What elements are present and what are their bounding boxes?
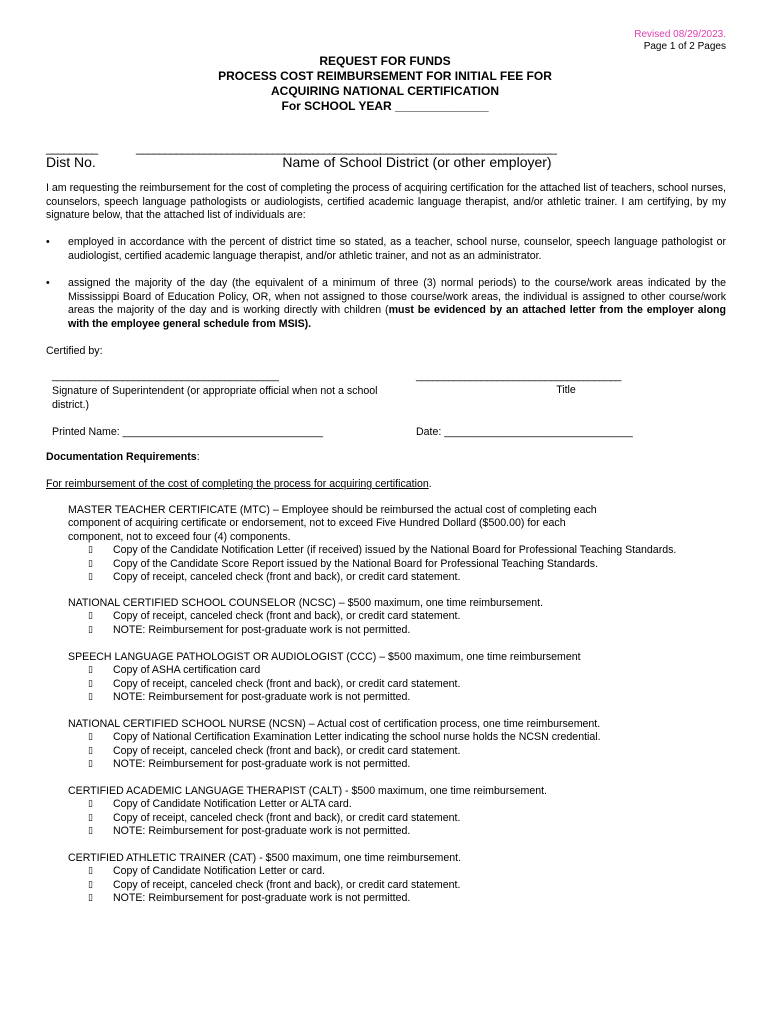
- checkbox-icon: ▯: [88, 624, 93, 635]
- section-mtc: [68, 504, 728, 584]
- checkbox-icon: ▯: [88, 558, 93, 569]
- revised-date: Revised 08/29/2023.: [634, 29, 726, 40]
- section-heading: NATIONAL CERTIFIED SCHOOL NURSE (NCSN) – Actual cost of certification process, one time reimbursement.: [68, 718, 601, 730]
- date-field[interactable]: Date: ________________________________: [416, 426, 633, 438]
- district-number-label: Dist No.: [46, 154, 96, 170]
- title-line-3: ACQUIRING NATIONAL CERTIFICATION: [271, 84, 499, 98]
- list-item: [46, 236, 726, 263]
- section-heading: CERTIFIED ACADEMIC LANGUAGE THERAPIST (CALT) - $500 maximum, one time reimbursement.: [68, 785, 547, 797]
- bullet-icon: •: [46, 236, 50, 248]
- item-text: Copy of receipt, canceled check (front and back), or credit card statement.: [113, 571, 461, 584]
- reimbursement-heading: [46, 478, 432, 490]
- section-calt: [68, 785, 728, 839]
- reimbursement-heading-text: For reimbursement of the cost of completing the process for acquiring certification: [46, 478, 429, 490]
- list-item: [68, 879, 728, 892]
- documentation-heading: [46, 451, 200, 463]
- list-item: [68, 745, 728, 758]
- employer-name-label: Name of School District (or other employer): [282, 154, 552, 170]
- title-label: Title: [556, 384, 576, 396]
- item-text: Copy of National Certification Examination Letter indicating the school nurse holds the NCSN credential.: [113, 731, 601, 744]
- reimbursement-heading-period: .: [428, 478, 432, 490]
- item-text: NOTE: Reimbursement for post-graduate work is not permitted.: [113, 892, 411, 905]
- list-item: [68, 558, 728, 571]
- item-text: Copy of receipt, canceled check (front and back), or credit card statement.: [113, 610, 461, 623]
- list-item: [68, 544, 728, 557]
- school-year-field[interactable]: For SCHOOL YEAR ______________: [281, 99, 489, 113]
- item-text: Copy of Candidate Notification Letter or card.: [113, 865, 325, 878]
- checkbox-icon: ▯: [88, 732, 93, 743]
- documentation-heading-colon: :: [196, 451, 200, 463]
- bullet-text-bold: must be evidenced by an attached letter from the employer along with the employee general schedule from MSIS).: [68, 304, 726, 330]
- list-item: [68, 892, 728, 905]
- document-title: [0, 54, 770, 114]
- title-field[interactable]: ______________________________________: [416, 370, 621, 382]
- checkbox-icon: ▯: [88, 665, 93, 676]
- section-heading: CERTIFIED ATHLETIC TRAINER (CAT) - $500 maximum, one time reimbursement.: [68, 852, 462, 864]
- checkbox-icon: ▯: [88, 572, 93, 583]
- list-item: [68, 624, 728, 637]
- certified-by-label: Certified by:: [46, 345, 103, 357]
- item-text: Copy of receipt, canceled check (front and back), or credit card statement.: [113, 677, 461, 690]
- section-heading: NATIONAL CERTIFIED SCHOOL COUNSELOR (NCSC) – $500 maximum, one time reimbursement.: [68, 597, 544, 609]
- documentation-heading-text: Documentation Requirements: [46, 451, 197, 463]
- list-item: [68, 731, 728, 744]
- signature-label: Signature of Superintendent (or appropriate official when not a school district.): [52, 385, 378, 411]
- list-item: [68, 571, 728, 584]
- bullet-text-plain: assigned the majority of the day (the equivalent of a minimum of three (3) normal periods) to the course/work areas indicated by the Mississippi Board of Education Policy, OR, when not assigned to those course/work areas, the individual is assigned to other course/work areas the majority of the day and is working directly with children (: [68, 277, 726, 316]
- list-item: [68, 825, 728, 838]
- item-text: NOTE: Reimbursement for post-graduate work is not permitted.: [113, 758, 411, 771]
- checkbox-icon: ▯: [88, 678, 93, 689]
- list-item: [68, 812, 728, 825]
- checkbox-icon: ▯: [88, 759, 93, 770]
- title-line-1: REQUEST FOR FUNDS: [319, 54, 451, 68]
- list-item: [46, 277, 726, 331]
- title-line-2: PROCESS COST REIMBURSEMENT FOR INITIAL FEE FOR: [218, 69, 552, 83]
- bullet-text: [68, 277, 726, 331]
- checkbox-icon: ▯: [88, 611, 93, 622]
- checkbox-icon: ▯: [88, 893, 93, 904]
- checkbox-icon: ▯: [88, 866, 93, 877]
- list-item: [68, 691, 728, 704]
- section-ncsc: [68, 597, 728, 637]
- employer-name-field[interactable]: __________________________________________________________________________: [136, 141, 556, 155]
- checkbox-icon: ▯: [88, 692, 93, 703]
- item-text: NOTE: Reimbursement for post-graduate work is not permitted.: [113, 825, 411, 838]
- item-text: Copy of receipt, canceled check (front and back), or credit card statement.: [113, 811, 461, 824]
- checkbox-icon: ▯: [88, 812, 93, 823]
- list-item: [68, 664, 728, 677]
- section-ccc: [68, 651, 728, 705]
- checkbox-icon: ▯: [88, 799, 93, 810]
- item-text: NOTE: Reimbursement for post-graduate work is not permitted.: [113, 623, 411, 636]
- intro-paragraph: I am requesting the reimbursement for the cost of completing the process of acquiring certification for the attached list of teachers, school nurses, counselors, speech language pathologists or audiologists, certified academic language therapist, and/or athletic trainer. I am certifying, by my signature below, that the attached list of individuals are:: [46, 182, 726, 221]
- checkbox-icon: ▯: [88, 545, 93, 556]
- bullet-icon: •: [46, 277, 50, 289]
- item-text: Copy of receipt, canceled check (front and back), or credit card statement.: [113, 744, 461, 757]
- item-text: Copy of receipt, canceled check (front and back), or credit card statement.: [113, 878, 461, 891]
- list-item: [68, 678, 728, 691]
- section-cat: [68, 852, 728, 906]
- item-text: Copy of ASHA certification card: [113, 664, 261, 677]
- signature-field[interactable]: __________________________________________: [52, 370, 279, 382]
- printed-name-field[interactable]: Printed Name: __________________________________: [52, 426, 323, 438]
- item-text: NOTE: Reimbursement for post-graduate work is not permitted.: [113, 691, 411, 704]
- section-heading: SPEECH LANGUAGE PATHOLOGIST OR AUDIOLOGIST (CCC) – $500 maximum, one time reimbursement: [68, 651, 581, 663]
- list-item: [68, 758, 728, 771]
- checkbox-icon: ▯: [88, 745, 93, 756]
- checkbox-icon: ▯: [88, 879, 93, 890]
- item-text: Copy of the Candidate Score Report issued by the National Board for Professional Teaching Standards.: [113, 557, 599, 570]
- page-number: Page 1 of 2 Pages: [643, 41, 726, 52]
- item-text: Copy of the Candidate Notification Letter (if received) issued by the National Board for Professional Teaching Standards.: [113, 544, 677, 557]
- district-number-field[interactable]: _________: [46, 141, 98, 155]
- checkbox-icon: ▯: [88, 826, 93, 837]
- section-ncsn: [68, 718, 728, 772]
- item-text: Copy of Candidate Notification Letter or ALTA card.: [113, 798, 352, 811]
- list-item: [68, 865, 728, 878]
- section-heading: MASTER TEACHER CERTIFICATE (MTC) – Employee should be reimbursed the actual cost of completing each component of acquiring certificate or endorsement, not to exceed Five Hundred Dollard ($500.00) for each component, not to exceed four (4) components.: [68, 504, 597, 543]
- bullet-text: employed in accordance with the percent of district time so stated, as a teacher, school nurse, counselor, speech language pathologist or audiologist, certified academic language therapist, and/or athletic trainer, and not as an administrator.: [68, 236, 726, 262]
- list-item: [68, 798, 728, 811]
- list-item: [68, 610, 728, 623]
